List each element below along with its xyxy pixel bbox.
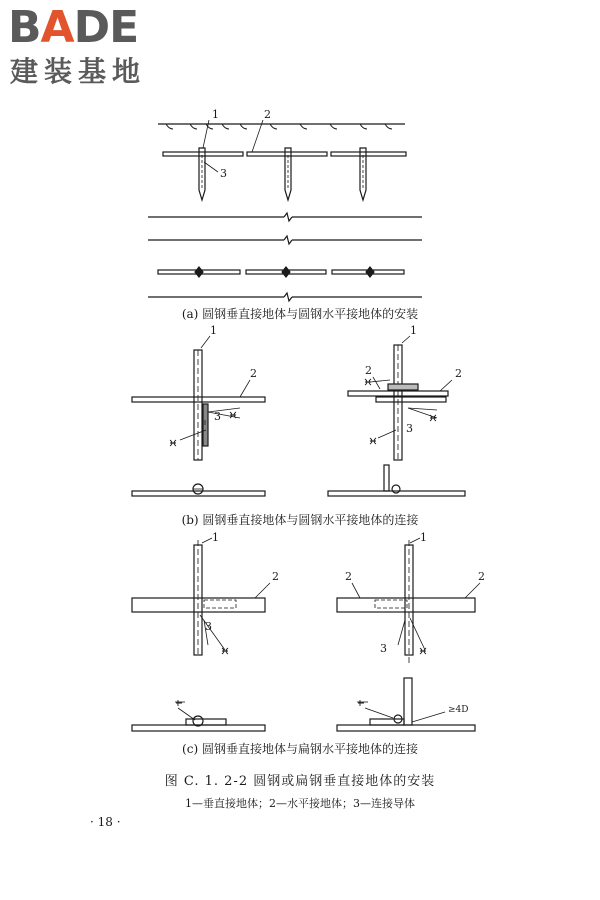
label-2-b-left: 2 (250, 367, 257, 380)
diagram-a (148, 120, 422, 301)
figure-legend: 1—垂直接地体；2—水平接地体；3—连接导体 (185, 797, 415, 810)
caption-b: (b) 圆钢垂直接地体与圆钢水平接地体的连接 (181, 513, 419, 527)
label-1-b-right: 1 (410, 324, 417, 337)
label-1-a: 1 (212, 108, 219, 121)
diagram-b (132, 336, 465, 496)
plan-lines-a (148, 213, 422, 301)
label-3-b-right: 3 (406, 422, 413, 435)
ground-hatching (166, 124, 392, 129)
diagram-c (132, 538, 480, 731)
weld-symbols (170, 379, 436, 706)
label-2-c-right-b: 2 (478, 570, 485, 583)
label-2-c-right-a: 2 (345, 570, 352, 583)
figure-title: 图 C. 1. 2-2 圆钢或扁钢垂直接地体的安装 (164, 774, 436, 789)
leader-3-a (204, 162, 218, 172)
label-1-c-left: 1 (212, 531, 219, 544)
page-number: · 18 · (90, 815, 121, 829)
part-labels (205, 108, 485, 715)
label-2-b-right: 2 (455, 367, 462, 380)
label-3-c-right: 3 (380, 642, 387, 655)
weld-length-note: ≥4D (448, 705, 469, 715)
label-2-a: 2 (264, 108, 271, 121)
label-2-c-left: 2 (272, 570, 279, 583)
logo-word: BADE (8, 2, 139, 53)
label-3-a: 3 (220, 167, 227, 180)
leader-2-a (252, 120, 263, 152)
label-3-b-left: 3 (214, 410, 221, 423)
caption-c: (c) 圆钢垂直接地体与扁钢水平接地体的连接 (182, 742, 418, 756)
caption-a: (a) 圆钢垂直接地体与圆钢水平接地体的安装 (181, 307, 419, 321)
logo-subtitle: 建装基地 (10, 55, 147, 88)
label-2b-b-right: 2 (365, 364, 372, 377)
label-3-c-left: 3 (205, 620, 212, 633)
label-1-c-right: 1 (420, 531, 427, 544)
label-1-b-left: 1 (210, 324, 217, 337)
